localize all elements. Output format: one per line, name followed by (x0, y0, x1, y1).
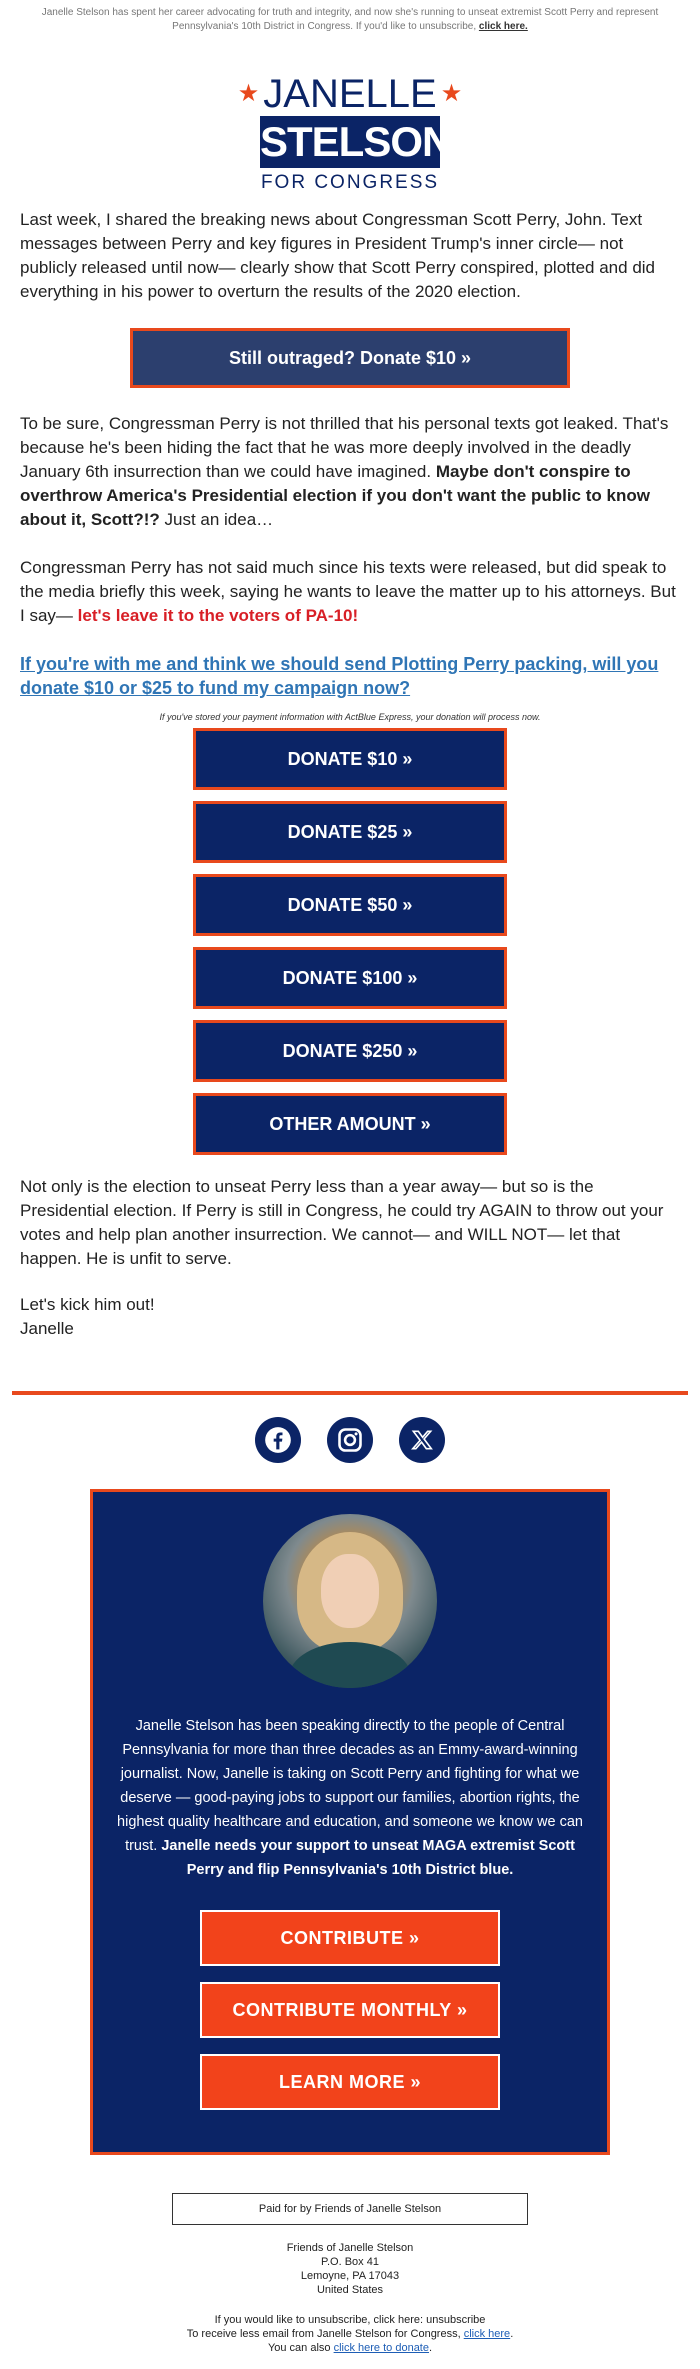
donate-10-button[interactable]: Still outraged? Donate $10 » (130, 328, 570, 388)
period: . (510, 2328, 514, 2340)
paragraph-text: Congressman Perry has not said much since his texts were released, but did speak to the media briefly this week, saying he wants to leave the matter up to his attorneys. But I say— (20, 558, 676, 625)
facebook-icon[interactable] (255, 1417, 301, 1463)
address-line: United States (316, 2284, 384, 2296)
footer-divider (12, 1391, 688, 1395)
address-line: P.O. Box 41 (321, 2256, 379, 2268)
donate-ask-link[interactable]: If you're with me and think we should send Plotting Perry packing, will you donate $10 or $25 to fund my campaign now? (20, 654, 659, 698)
paragraph-intro: Last week, I shared the breaking news about Congressman Scott Perry, John. Text messages between Perry and key figures in President Trump's inner circle— not publicly released until now— clearly show that Scott Perry conspired, plotted and did everything in his power to overturn the results of the 2020 election. (20, 210, 656, 301)
donate-other-amount-button[interactable]: OTHER AMOUNT » (193, 1093, 507, 1155)
preheader-text: Janelle Stelson has spent her career advocating for truth and integrity, and now she's running to unseat extremist Scott Perry and represent Pennsylvania's 10th District in Congress. If you'd like to unsubscribe, (41, 7, 659, 32)
candidate-bio-card (90, 1489, 610, 2155)
photo-body (289, 1642, 411, 1688)
address-line: Friends of Janelle Stelson (286, 2242, 414, 2254)
mailing-address (0, 2241, 700, 2297)
donate-line (0, 2341, 700, 2355)
contribute-monthly-button[interactable]: CONTRIBUTE MONTHLY » (200, 1982, 500, 2038)
donate-100-amount-button[interactable]: DONATE $100 » (193, 947, 507, 1009)
bio-buttons (93, 1910, 607, 2110)
unsubscribe-line[interactable]: If you would like to unsubscribe, click here: unsubscribe (214, 2314, 486, 2326)
paragraph-texts-leaked (0, 412, 700, 532)
logo-top (237, 72, 463, 116)
bio-bold: Janelle needs your support to unseat MAGA extremist Scott Perry and flip Pennsylvania's 10th District blue. (161, 1838, 575, 1878)
address-line: Lemoyne, PA 17043 (300, 2270, 400, 2282)
logo-subtitle: FOR CONGRESS (260, 172, 440, 193)
donate-10-amount-button[interactable]: DONATE $10 » (193, 728, 507, 790)
donate-button-list (0, 728, 700, 1155)
less-email-text: To receive less email from Janelle Stelson for Congress, (186, 2328, 461, 2340)
social-links (0, 1417, 700, 1463)
star-icon: ★ (440, 80, 463, 107)
logo-first-name: JANELLE (263, 72, 437, 116)
x-icon[interactable] (399, 1417, 445, 1463)
paragraph-text: Just an idea… (164, 510, 274, 529)
footer-links (0, 2313, 700, 2355)
paragraph-text: To be sure, Congressman Perry is not thrilled that his personal texts got leaked. That's because he's been hiding the fact that he was more deeply involved in the deadly January 6th insurrection than we could have imagined. (20, 414, 669, 481)
donate-line-text: You can also (267, 2342, 331, 2354)
paragraph-highlight: let's leave it to the voters of PA-10! (77, 606, 359, 625)
actblue-note: If you've stored your payment information with ActBlue Express, your donation will process now. (159, 712, 541, 722)
star-icon: ★ (237, 80, 260, 107)
preheader (0, 0, 700, 40)
campaign-logo (237, 72, 463, 194)
donate-link[interactable]: click here to donate (333, 2342, 429, 2354)
less-email-link[interactable]: click here (463, 2328, 511, 2340)
donate-250-amount-button[interactable]: DONATE $250 » (193, 1020, 507, 1082)
photo-face (321, 1554, 379, 1628)
bio-paragraph: Janelle Stelson has been speaking directly to the people of Central Pennsylvania for more than three decades as an Emmy-award-winning journalist. Now, Janelle is taking on Scott Perry and fighting for what we deserve — good-paying jobs to support our families, abortion rights, the highest quality healthcare and education, and someone we know we can trust. (117, 1718, 583, 1854)
donate-50-amount-button[interactable]: DONATE $50 » (193, 874, 507, 936)
contribute-button[interactable]: CONTRIBUTE » (200, 1910, 500, 1966)
candidate-photo (263, 1514, 437, 1688)
paid-for-box: Paid for by Friends of Janelle Stelson (172, 2193, 528, 2225)
paragraph-bold: Maybe don't conspire to overthrow America's Presidential election if you don't want the public to know about it, Scott?!? (20, 462, 650, 529)
unsubscribe-link[interactable]: click here. (478, 21, 528, 32)
period: . (428, 2342, 433, 2354)
paragraph-election: Not only is the election to unseat Perry less than a year away— but so is the Presidential election. If Perry is still in Congress, he could try AGAIN to throw out your votes and help plan another insurrection. We cannot— and WILL NOT— let that happen. He is unfit to serve. (20, 1177, 664, 1268)
instagram-icon[interactable] (327, 1417, 373, 1463)
signoff: Let's kick him out! (20, 1295, 155, 1314)
donate-25-amount-button[interactable]: DONATE $25 » (193, 801, 507, 863)
logo-last-name: STELSON (260, 116, 440, 168)
signature-name: Janelle (20, 1319, 74, 1338)
learn-more-button[interactable]: LEARN MORE » (200, 2054, 500, 2110)
less-email-line (0, 2327, 700, 2341)
bio-text (93, 1714, 607, 1882)
paragraph-attorneys (0, 556, 700, 628)
signature (0, 1293, 700, 1341)
